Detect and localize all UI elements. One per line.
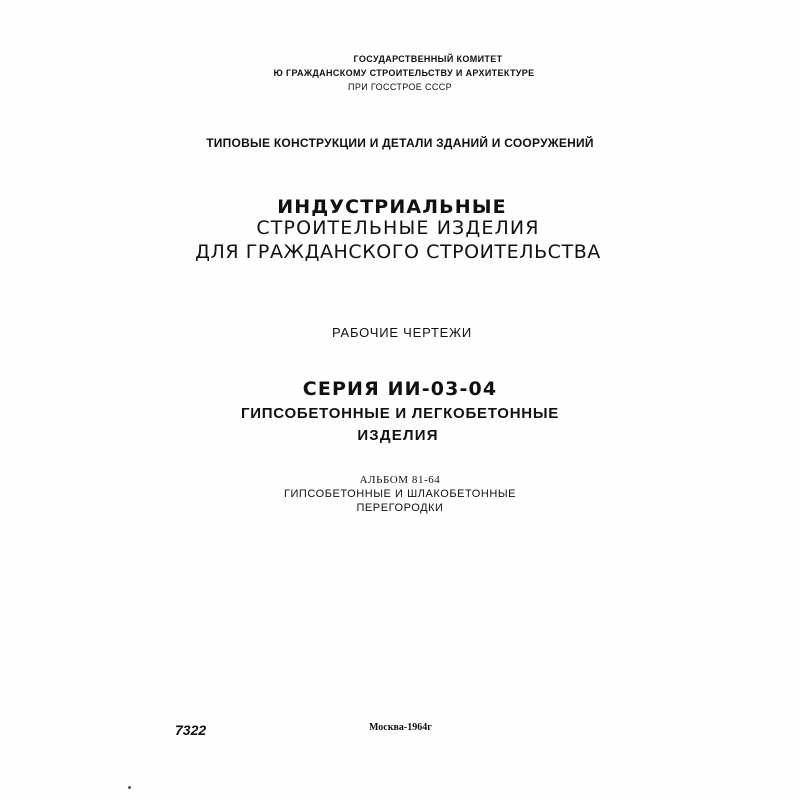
committee-line-3: ПРИ ГОССТРОЕ СССР xyxy=(348,82,452,92)
document-number: 7322 xyxy=(175,722,207,738)
committee-line-1: ГОСУДАРСТВЕННЫЙ КОМИТЕТ xyxy=(353,54,503,64)
album-id: АЛЬБОМ 81-64 xyxy=(359,474,441,486)
scan-speck xyxy=(128,786,131,789)
title-line-2: СТРОИТЕЛЬНЫЕ ИЗДЕЛИЯ xyxy=(256,217,540,239)
series-name: СЕРИЯ ИИ-03-04 xyxy=(302,378,498,400)
category-heading: ТИПОВЫЕ КОНСТРУКЦИИ И ДЕТАЛИ ЗДАНИЙ И СООРУЖЕНИЙ xyxy=(206,136,594,150)
doc-type: РАБОЧИЕ ЧЕРТЕЖИ xyxy=(331,325,473,340)
series-description-line-1: ГИПСОБЕТОННЫЕ И ЛЕГКОБЕТОННЫЕ xyxy=(240,405,560,422)
title-line-1: ИНДУСТРИАЛЬНЫЕ xyxy=(277,196,507,218)
committee-line-2: Ю ГРАЖДАНСКОМУ СТРОИТЕЛЬСТВУ И АРХИТЕКТУРЕ xyxy=(273,68,535,78)
series-description-line-2: ИЗДЕЛИЯ xyxy=(357,427,439,444)
city-year: Москва-1964г xyxy=(369,722,432,733)
album-description-line-1: ГИПСОБЕТОННЫЕ И ШЛАКОБЕТОННЫЕ xyxy=(283,488,517,500)
album-description-line-2: ПЕРЕГОРОДКИ xyxy=(356,502,444,514)
title-line-3: ДЛЯ ГРАЖДАНСКОГО СТРОИТЕЛЬСТВА xyxy=(195,241,601,263)
